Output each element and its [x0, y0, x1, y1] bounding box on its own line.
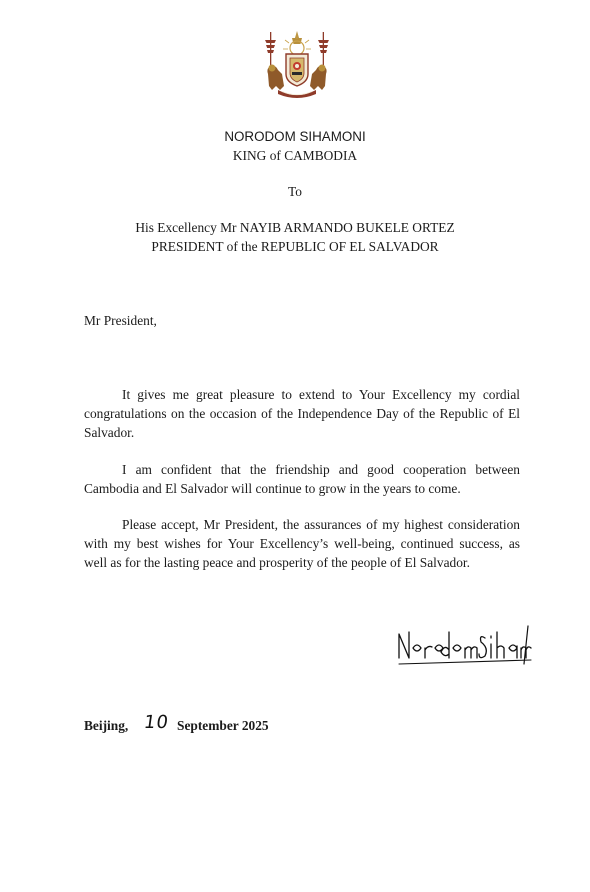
body-paragraph-1: It gives me great pleasure to extend to Your Excellency my cordial congratulations on the occasion of the Independence Day of the Republic of El Salvador. [84, 387, 520, 440]
salutation: Mr President, [84, 313, 157, 328]
date-day-handwritten [142, 712, 171, 738]
sender-name: NORODOM SIHAMONI [224, 129, 366, 144]
to-label: To [288, 184, 302, 199]
body-paragraph-3: Please accept, Mr President, the assurances of my highest consideration with my best wishes for Your Excellency’s well-being, continued success, as well as for the lasting peace and prosperity of the people of El Salvador. [84, 517, 520, 570]
recipient-line-1: His Excellency Mr NAYIB ARMANDO BUKELE ORTEZ [135, 220, 455, 235]
date-day: 10 [142, 712, 171, 733]
handwritten-signature-icon [393, 618, 533, 670]
recipient-block [0, 218, 590, 256]
sender-title: KING of CAMBODIA [232, 148, 358, 163]
sender-block [0, 127, 590, 165]
date-place: Beijing, [84, 718, 129, 733]
date-month-year: September 2025 [177, 718, 269, 733]
recipient-line-2: PRESIDENT of the REPUBLIC OF EL SALVADOR [151, 239, 439, 254]
royal-arms-of-cambodia-icon [262, 30, 332, 102]
body-paragraph-2: I am confident that the friendship and good cooperation between Cambodia and El Salvador will continue to grow in the years to come. [84, 462, 520, 496]
